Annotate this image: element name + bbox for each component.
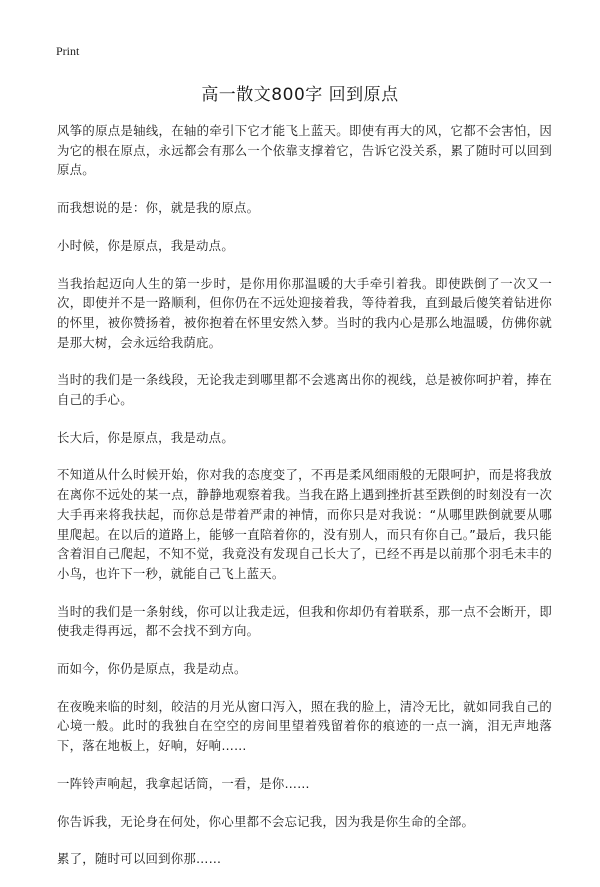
paragraph: 当时的我们是一条线段，无论我走到哪里都不会逃离出你的视线，总是被你呵护着，捧在自己的手心。 (57, 372, 552, 408)
paragraph: 风筝的原点是轴线，在轴的牵引下它才能飞上蓝天。即使有再大的风，它都不会害怕，因为它的根在原点，永远都会有那么一个依靠支撑着它，告诉它没关系，累了随时可以回到原点。 (57, 123, 552, 178)
article-title: 高一散文800字 回到原点 (201, 85, 399, 105)
paragraph: 累了，随时可以回到你那…… (57, 851, 222, 867)
article-body (57, 121, 552, 887)
paragraph: 不知道从什么时候开始，你对我的态度变了，不再是柔风细雨般的无限呵护，而是将我放在离你不远处的某一点，静静地观察着我。当我在路上遇到挫折甚至跌倒的时刻没有一次大手再来将我扶起，而你总是带着严肃的神情，而你只是对我说：“从哪里跌倒就要从哪里爬起。在以后的道路上，能够一直陪着你的，没有别人，而只有你自己。”最后，我只能含着泪自己爬起，不知不觉，我竟没有发现自己长大了，已经不再是以前那个羽毛未丰的小鸟，也许下一秒，就能自己飞上蓝天。 (57, 467, 552, 581)
paragraph: 小时候，你是原点，我是动点。 (57, 237, 234, 253)
print-link[interactable]: Print (56, 44, 80, 58)
paragraph: 在夜晚来临的时刻，皎洁的月光从窗口泻入，照在我的脸上，清冷无比，就如同我自己的心境一般。此时的我独自在空空的房间里望着残留着你的痕迹的一点一滴，泪无声地落下，落在地板上，好响，好响…… (57, 698, 552, 754)
paragraph: 而我想说的是：你，就是我的原点。 (57, 200, 260, 216)
paragraph: 长大后，你是原点，我是动点。 (57, 429, 234, 445)
paragraph: 当我抬起迈向人生的第一步时，是你用你那温暖的大手牵引着我。即使跌倒了一次又一次，即使并不是一路顺利，但你仍在不远处迎接着我，等待着我，直到最后傻笑着钻进你的怀里，被你赞扬着，被你抱着在怀里安然入梦。当时的我内心是那么地温暖，仿佛你就是那大树，会永远给我荫庇。 (57, 275, 552, 350)
paragraph: 一阵铃声响起，我拿起话筒，一看，是你…… (57, 775, 310, 791)
paragraph: 当时的我们是一条射线，你可以让我走远，但我和你却仍有着联系，那一点不会断开，即使我走得再远，都不会找不到方向。 (57, 603, 552, 639)
paragraph: 你告诉我，无论身在何处，你心里都不会忘记我，因为我是你生命的全部。 (57, 813, 475, 829)
paragraph: 而如今，你仍是原点，我是动点。 (57, 661, 247, 677)
